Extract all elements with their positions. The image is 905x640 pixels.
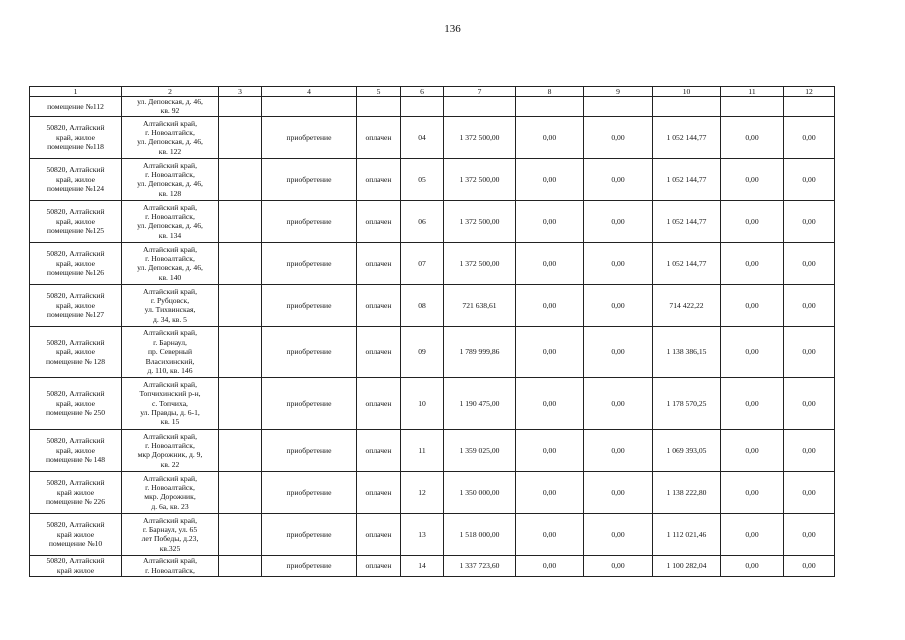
status-cell: оплачен [357,326,401,377]
operation-cell: приобретение [262,555,357,576]
address-cell: Алтайский край, г. Новоалтайск, мкр. Дорожник, д. 6а, кв. 23 [122,471,219,513]
value-cell: 0,00 [584,377,653,429]
header-cell: 6 [401,87,444,97]
amount-cell: 1 052 144,77 [653,158,721,200]
amount-cell: 1 052 144,77 [653,200,721,242]
empty-cell [219,158,262,200]
amount-cell: 1 789 999,86 [444,326,516,377]
operation-cell: приобретение [262,200,357,242]
value-cell: 0,00 [516,200,584,242]
address-cell: Алтайский край, г. Новоалтайск, ул. Деповская, д. 46, кв. 122 [122,116,219,158]
status-cell: оплачен [357,429,401,471]
object-name-cell: помещение №112 [30,97,122,117]
value-cell: 0,00 [516,158,584,200]
status-cell: оплачен [357,158,401,200]
value-cell: 0,00 [784,377,835,429]
header-cell: 9 [584,87,653,97]
table-row [30,471,835,513]
amount-cell: 1 069 393,05 [653,429,721,471]
status-cell: оплачен [357,242,401,284]
address-cell: Алтайский край, г. Барнаул, ул. 65 лет Победы, д.23, кв.325 [122,513,219,555]
object-name-cell: 50820, Алтайский край, жилое помещение № 148 [30,429,122,471]
value-cell: 0,00 [721,116,784,158]
status-cell: оплачен [357,200,401,242]
status-cell: оплачен [357,513,401,555]
value-cell: 0,00 [584,284,653,326]
value-cell: 0,00 [784,242,835,284]
amount-cell: 1 372 500,00 [444,242,516,284]
address-cell: Алтайский край, г. Барнаул, пр. Северный Власихинский, д. 110, кв. 146 [122,326,219,377]
value-cell: 0,00 [784,555,835,576]
operation-cell: приобретение [262,326,357,377]
value-cell: 0,00 [784,158,835,200]
object-name-cell: 50820, Алтайский край, жилое помещение №127 [30,284,122,326]
object-name-cell: 50820, Алтайский край жилое [30,555,122,576]
table-body [30,97,835,577]
value-cell [721,97,784,117]
amount-cell: 1 518 000,00 [444,513,516,555]
value-cell: 0,00 [721,377,784,429]
amount-cell: 1 372 500,00 [444,116,516,158]
address-cell: Алтайский край, г. Новоалтайск, [122,555,219,576]
operation-cell: приобретение [262,242,357,284]
amount-cell: 1 052 144,77 [653,242,721,284]
empty-cell [219,429,262,471]
amount-cell: 1 138 222,80 [653,471,721,513]
amount-cell [653,97,721,117]
code-cell: 07 [401,242,444,284]
amount-cell: 1 100 282,04 [653,555,721,576]
amount-cell [444,97,516,117]
value-cell: 0,00 [584,242,653,284]
amount-cell: 721 638,61 [444,284,516,326]
amount-cell: 1 178 570,25 [653,377,721,429]
page-number: 136 [444,23,461,35]
status-cell: оплачен [357,377,401,429]
header-cell: 5 [357,87,401,97]
value-cell: 0,00 [584,116,653,158]
code-cell: 04 [401,116,444,158]
table-row [30,555,835,576]
object-name-cell: 50820, Алтайский край жилое помещение №10 [30,513,122,555]
table-row [30,326,835,377]
value-cell: 0,00 [584,513,653,555]
status-cell: оплачен [357,116,401,158]
value-cell: 0,00 [721,158,784,200]
address-cell: Алтайский край, Топчихинский р-н, с. Топчиха, ул. Правды, д. 6-1, кв. 15 [122,377,219,429]
header-cell: 12 [784,87,835,97]
code-cell: 08 [401,284,444,326]
amount-cell: 1 372 500,00 [444,158,516,200]
value-cell: 0,00 [721,429,784,471]
value-cell [516,97,584,117]
code-cell: 06 [401,200,444,242]
empty-cell [219,200,262,242]
value-cell: 0,00 [584,429,653,471]
value-cell: 0,00 [584,555,653,576]
operation-cell: приобретение [262,377,357,429]
empty-cell [219,471,262,513]
value-cell: 0,00 [784,200,835,242]
value-cell: 0,00 [516,326,584,377]
value-cell: 0,00 [784,513,835,555]
value-cell: 0,00 [516,284,584,326]
table-row [30,429,835,471]
amount-cell: 1 350 000,00 [444,471,516,513]
amount-cell: 714 422,22 [653,284,721,326]
table-row [30,200,835,242]
object-name-cell: 50820, Алтайский край, жилое помещение №118 [30,116,122,158]
header-cell: 8 [516,87,584,97]
value-cell: 0,00 [516,513,584,555]
object-name-cell: 50820, Алтайский край, жилое помещение №126 [30,242,122,284]
code-cell: 11 [401,429,444,471]
table-row [30,513,835,555]
empty-cell [219,284,262,326]
table-row [30,97,835,117]
header-cell: 1 [30,87,122,97]
empty-cell [219,555,262,576]
header-cell: 7 [444,87,516,97]
value-cell: 0,00 [721,200,784,242]
value-cell [784,97,835,117]
address-cell: Алтайский край, г. Новоалтайск, мкр Дорожник, д. 9, кв. 22 [122,429,219,471]
value-cell: 0,00 [784,326,835,377]
value-cell: 0,00 [516,116,584,158]
header-row [30,87,835,97]
object-name-cell: 50820, Алтайский край жилое помещение № 226 [30,471,122,513]
empty-cell [219,116,262,158]
value-cell: 0,00 [516,429,584,471]
empty-cell [219,513,262,555]
value-cell: 0,00 [784,429,835,471]
address-cell: Алтайский край, г. Рубцовск, ул. Тихвинская, д. 34, кв. 5 [122,284,219,326]
value-cell: 0,00 [721,242,784,284]
property-table [29,86,835,577]
header-cell: 11 [721,87,784,97]
value-cell: 0,00 [584,158,653,200]
value-cell: 0,00 [784,471,835,513]
value-cell: 0,00 [784,116,835,158]
value-cell: 0,00 [584,200,653,242]
object-name-cell: 50820, Алтайский край, жилое помещение №124 [30,158,122,200]
address-cell: Алтайский край, г. Новоалтайск, ул. Деповская, д. 46, кв. 134 [122,200,219,242]
empty-cell [219,377,262,429]
code-cell: 09 [401,326,444,377]
value-cell: 0,00 [721,284,784,326]
code-cell: 14 [401,555,444,576]
amount-cell: 1 337 723,60 [444,555,516,576]
value-cell: 0,00 [784,284,835,326]
address-cell: Алтайский край, г. Новоалтайск, ул. Деповская, д. 46, кв. 140 [122,242,219,284]
code-cell: 13 [401,513,444,555]
status-cell: оплачен [357,555,401,576]
value-cell: 0,00 [516,242,584,284]
value-cell: 0,00 [516,471,584,513]
value-cell: 0,00 [721,555,784,576]
table-row [30,242,835,284]
status-cell [357,97,401,117]
amount-cell: 1 359 025,00 [444,429,516,471]
value-cell: 0,00 [721,513,784,555]
operation-cell: приобретение [262,116,357,158]
value-cell: 0,00 [516,555,584,576]
object-name-cell: 50820, Алтайский край, жилое помещение №125 [30,200,122,242]
header-cell: 2 [122,87,219,97]
amount-cell: 1 372 500,00 [444,200,516,242]
code-cell: 10 [401,377,444,429]
value-cell: 0,00 [516,377,584,429]
object-name-cell: 50820, Алтайский край, жилое помещение № 250 [30,377,122,429]
header-cell: 3 [219,87,262,97]
value-cell: 0,00 [584,471,653,513]
value-cell: 0,00 [721,326,784,377]
code-cell: 05 [401,158,444,200]
table-row [30,158,835,200]
status-cell: оплачен [357,284,401,326]
operation-cell: приобретение [262,471,357,513]
operation-cell: приобретение [262,158,357,200]
table-row [30,116,835,158]
header-cell: 4 [262,87,357,97]
value-cell [584,97,653,117]
amount-cell: 1 190 475,00 [444,377,516,429]
code-cell: 12 [401,471,444,513]
operation-cell: приобретение [262,429,357,471]
empty-cell [219,326,262,377]
operation-cell: приобретение [262,284,357,326]
table-row [30,377,835,429]
amount-cell: 1 112 021,46 [653,513,721,555]
table-row [30,284,835,326]
header-cell: 10 [653,87,721,97]
address-cell: Алтайский край, г. Новоалтайск, ул. Деповская, д. 46, кв. 128 [122,158,219,200]
value-cell: 0,00 [721,471,784,513]
address-cell: ул. Деповская, д. 46, кв. 92 [122,97,219,117]
code-cell [401,97,444,117]
operation-cell [262,97,357,117]
amount-cell: 1 052 144,77 [653,116,721,158]
empty-cell [219,97,262,117]
empty-cell [219,242,262,284]
amount-cell: 1 138 386,15 [653,326,721,377]
status-cell: оплачен [357,471,401,513]
operation-cell: приобретение [262,513,357,555]
object-name-cell: 50820, Алтайский край, жилое помещение № 128 [30,326,122,377]
value-cell: 0,00 [584,326,653,377]
